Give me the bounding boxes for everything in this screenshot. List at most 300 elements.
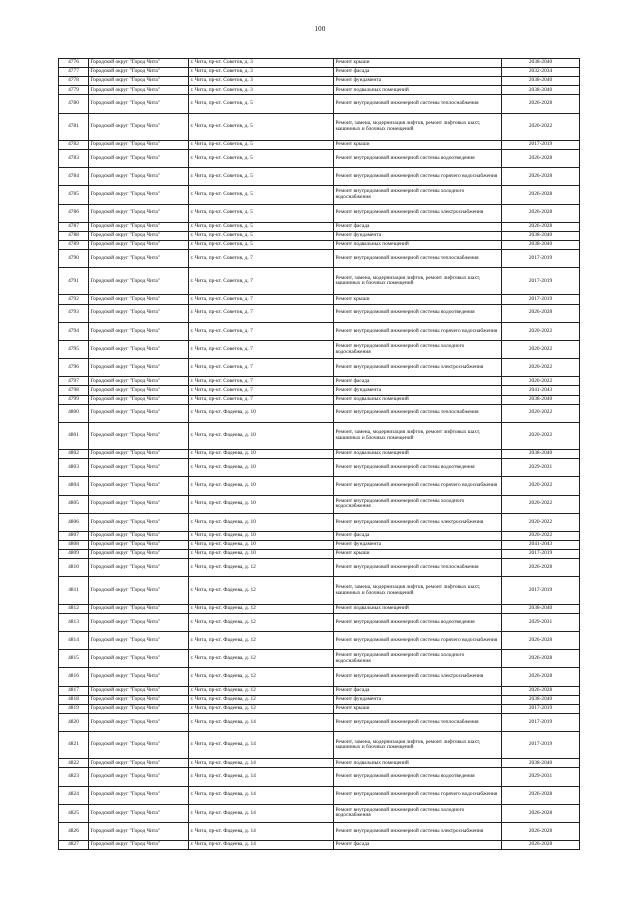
repair-schedule-table (58, 58, 580, 850)
municipality-cell: Городской округ "Город Чита" (89, 577, 189, 604)
table-row (59, 95, 580, 113)
period-cell: 2026-2028 (502, 822, 580, 840)
table-row (59, 841, 580, 850)
work-type-cell: Ремонт крыши (334, 704, 502, 713)
period-cell: 2020-2022 (502, 322, 580, 340)
address-cell: г. Чита, пр-кт. Фадеева, д. 10 (189, 513, 334, 531)
period-cell: 2038-2040 (502, 695, 580, 704)
period-cell: 2020-2022 (502, 477, 580, 495)
table-row (59, 450, 580, 459)
row-number: 4814 (59, 631, 89, 649)
period-cell: 2038-2040 (502, 231, 580, 240)
work-type-cell: Ремонт подвальных помещений (334, 395, 502, 404)
address-cell: г. Чита, пр-кт. Фадеева, д. 14 (189, 759, 334, 768)
row-number: 4809 (59, 550, 89, 559)
work-type-cell: Ремонт фундамента (334, 77, 502, 86)
row-number: 4797 (59, 377, 89, 386)
row-number: 4816 (59, 668, 89, 686)
table-row (59, 168, 580, 186)
address-cell: г. Чита, пр-кт. Советов, д. 3 (189, 59, 334, 68)
row-number: 4824 (59, 786, 89, 804)
address-cell: г. Чита, пр-кт. Фадеева, д. 12 (189, 577, 334, 604)
row-number: 4803 (59, 459, 89, 477)
table-row (59, 759, 580, 768)
address-cell: г. Чита, пр-кт. Фадеева, д. 10 (189, 477, 334, 495)
municipality-cell: Городской округ "Город Чита" (89, 786, 189, 804)
row-number: 4782 (59, 140, 89, 149)
period-cell: 2020-2022 (502, 531, 580, 540)
municipality-cell: Городской округ "Город Чита" (89, 340, 189, 358)
municipality-cell: Городской округ "Город Чита" (89, 231, 189, 240)
municipality-cell: Городской округ "Город Чита" (89, 704, 189, 713)
work-type-cell: Ремонт фасада (334, 68, 502, 77)
address-cell: г. Чита, пр-кт. Фадеева, д. 12 (189, 668, 334, 686)
municipality-cell: Городской округ "Город Чита" (89, 395, 189, 404)
table-row (59, 631, 580, 649)
address-cell: г. Чита, пр-кт. Советов, д. 7 (189, 340, 334, 358)
work-type-cell: Ремонт внутридомовой инженерной системы холодного водоснабжения (334, 804, 502, 822)
row-number: 4802 (59, 450, 89, 459)
work-type-cell: Ремонт внутридомовой инженерной системы горячего водоснабжения (334, 631, 502, 649)
table-row (59, 604, 580, 613)
municipality-cell: Городской округ "Город Чита" (89, 168, 189, 186)
row-number: 4799 (59, 395, 89, 404)
address-cell: г. Чита, пр-кт. Фадеева, д. 14 (189, 768, 334, 786)
row-number: 4817 (59, 686, 89, 695)
period-cell: 2029-2031 (502, 459, 580, 477)
address-cell: г. Чита, пр-кт. Фадеева, д. 14 (189, 713, 334, 731)
municipality-cell: Городской округ "Город Чита" (89, 450, 189, 459)
table-row (59, 404, 580, 422)
row-number: 4807 (59, 531, 89, 540)
work-type-cell: Ремонт фундамента (334, 231, 502, 240)
row-number: 4813 (59, 613, 89, 631)
period-cell: 2026-2028 (502, 168, 580, 186)
municipality-cell: Городской округ "Город Чита" (89, 59, 189, 68)
period-cell: 2029-2031 (502, 768, 580, 786)
row-number: 4796 (59, 359, 89, 377)
table-row (59, 459, 580, 477)
address-cell: г. Чита, пр-кт. Фадеева, д. 14 (189, 732, 334, 759)
municipality-cell: Городской округ "Город Чита" (89, 604, 189, 613)
address-cell: г. Чита, пр-кт. Фадеева, д. 10 (189, 404, 334, 422)
table-row (59, 68, 580, 77)
period-cell: 2017-2019 (502, 140, 580, 149)
row-number: 4805 (59, 495, 89, 513)
municipality-cell: Городской округ "Город Чита" (89, 204, 189, 222)
address-cell: г. Чита, пр-кт. Советов, д. 5 (189, 113, 334, 140)
work-type-cell: Ремонт, замена, модернизация лифтов, ремонт лифтовых шахт, машинных и блочных помещений (334, 422, 502, 449)
table-row (59, 822, 580, 840)
municipality-cell: Городской округ "Город Чита" (89, 732, 189, 759)
period-cell: 2038-2040 (502, 604, 580, 613)
address-cell: г. Чита, пр-кт. Фадеева, д. 12 (189, 613, 334, 631)
row-number: 4776 (59, 59, 89, 68)
work-type-cell: Ремонт внутридомовой инженерной системы горячего водоснабжения (334, 168, 502, 186)
work-type-cell: Ремонт подвальных помещений (334, 759, 502, 768)
period-cell: 2038-2040 (502, 759, 580, 768)
period-cell: 2026-2028 (502, 631, 580, 649)
table-row (59, 531, 580, 540)
work-type-cell: Ремонт внутридомовой инженерной системы электроснабжения (334, 204, 502, 222)
period-cell: 2041-2043 (502, 541, 580, 550)
address-cell: г. Чита, пр-кт. Советов, д. 7 (189, 295, 334, 304)
municipality-cell: Городской округ "Город Чита" (89, 841, 189, 850)
row-number: 4779 (59, 86, 89, 95)
work-type-cell: Ремонт, замена, модернизация лифтов, ремонт лифтовых шахт, машинных и блочных помещений (334, 577, 502, 604)
work-type-cell: Ремонт внутридомовой инженерной системы горячего водоснабжения (334, 786, 502, 804)
row-number: 4787 (59, 222, 89, 231)
period-cell: 2020-2022 (502, 340, 580, 358)
address-cell: г. Чита, пр-кт. Фадеева, д. 10 (189, 422, 334, 449)
work-type-cell: Ремонт крыши (334, 140, 502, 149)
municipality-cell: Городской округ "Город Чита" (89, 240, 189, 249)
address-cell: г. Чита, пр-кт. Фадеева, д. 10 (189, 450, 334, 459)
page-number: 100 (314, 25, 326, 33)
address-cell: г. Чита, пр-кт. Фадеева, д. 10 (189, 531, 334, 540)
work-type-cell: Ремонт внутридомовой инженерной системы теплоснабжения (334, 404, 502, 422)
address-cell: г. Чита, пр-кт. Советов, д. 7 (189, 304, 334, 322)
table-row (59, 577, 580, 604)
period-cell: 2020-2022 (502, 404, 580, 422)
table-row (59, 786, 580, 804)
table-row (59, 422, 580, 449)
work-type-cell: Ремонт внутридомовой инженерной системы водоотведения (334, 459, 502, 477)
work-type-cell: Ремонт подвальных помещений (334, 450, 502, 459)
municipality-cell: Городской округ "Город Чита" (89, 222, 189, 231)
row-number: 4820 (59, 713, 89, 731)
municipality-cell: Городской округ "Город Чита" (89, 531, 189, 540)
municipality-cell: Городской округ "Город Чита" (89, 77, 189, 86)
address-cell: г. Чита, пр-кт. Фадеева, д. 12 (189, 704, 334, 713)
work-type-cell: Ремонт внутридомовой инженерной системы электроснабжения (334, 668, 502, 686)
row-number: 4795 (59, 340, 89, 358)
table-row (59, 732, 580, 759)
table-row (59, 249, 580, 267)
row-number: 4822 (59, 759, 89, 768)
address-cell: г. Чита, пр-кт. Советов, д. 7 (189, 386, 334, 395)
period-cell: 2038-2040 (502, 450, 580, 459)
table-row (59, 668, 580, 686)
work-type-cell: Ремонт фундамента (334, 541, 502, 550)
municipality-cell: Городской округ "Город Чита" (89, 295, 189, 304)
work-type-cell: Ремонт подвальных помещений (334, 604, 502, 613)
address-cell: г. Чита, пр-кт. Советов, д. 5 (189, 186, 334, 204)
work-type-cell: Ремонт внутридомовой инженерной системы водоотведения (334, 304, 502, 322)
table-row (59, 186, 580, 204)
table-row (59, 559, 580, 577)
work-type-cell: Ремонт внутридомовой инженерной системы теплоснабжения (334, 559, 502, 577)
table-row (59, 704, 580, 713)
row-number: 4818 (59, 695, 89, 704)
table-row (59, 295, 580, 304)
municipality-cell: Городской округ "Город Чита" (89, 613, 189, 631)
row-number: 4825 (59, 804, 89, 822)
table-row (59, 268, 580, 295)
address-cell: г. Чита, пр-кт. Фадеева, д. 14 (189, 804, 334, 822)
table-row (59, 650, 580, 668)
row-number: 4794 (59, 322, 89, 340)
table-row (59, 513, 580, 531)
work-type-cell: Ремонт внутридомовой инженерной системы теплоснабжения (334, 249, 502, 267)
work-type-cell: Ремонт подвальных помещений (334, 86, 502, 95)
work-type-cell: Ремонт внутридомовой инженерной системы электроснабжения (334, 513, 502, 531)
address-cell: г. Чита, пр-кт. Советов, д. 5 (189, 168, 334, 186)
work-type-cell: Ремонт подвальных помещений (334, 240, 502, 249)
row-number: 4780 (59, 95, 89, 113)
work-type-cell: Ремонт, замена, модернизация лифтов, ремонт лифтовых шахт, машинных и блочных помещений (334, 268, 502, 295)
municipality-cell: Городской округ "Город Чита" (89, 149, 189, 167)
period-cell: 2038-2040 (502, 59, 580, 68)
period-cell: 2017-2019 (502, 732, 580, 759)
table-row (59, 240, 580, 249)
table-row (59, 386, 580, 395)
municipality-cell: Городской округ "Город Чита" (89, 68, 189, 77)
municipality-cell: Городской округ "Город Чита" (89, 559, 189, 577)
row-number: 4789 (59, 240, 89, 249)
period-cell: 2041-2043 (502, 386, 580, 395)
table-row (59, 322, 580, 340)
work-type-cell: Ремонт внутридомовой инженерной системы водоотведения (334, 768, 502, 786)
row-number: 4788 (59, 231, 89, 240)
table-row (59, 495, 580, 513)
work-type-cell: Ремонт фасада (334, 222, 502, 231)
municipality-cell: Городской округ "Город Чита" (89, 631, 189, 649)
address-cell: г. Чита, пр-кт. Советов, д. 7 (189, 377, 334, 386)
address-cell: г. Чита, пр-кт. Советов, д. 7 (189, 322, 334, 340)
municipality-cell: Городской округ "Город Чита" (89, 186, 189, 204)
address-cell: г. Чита, пр-кт. Советов, д. 7 (189, 268, 334, 295)
row-number: 4791 (59, 268, 89, 295)
work-type-cell: Ремонт фасада (334, 686, 502, 695)
municipality-cell: Городской округ "Город Чита" (89, 113, 189, 140)
period-cell: 2026-2028 (502, 686, 580, 695)
period-cell: 2032-2034 (502, 68, 580, 77)
work-type-cell: Ремонт фасада (334, 377, 502, 386)
table-row (59, 149, 580, 167)
address-cell: г. Чита, пр-кт. Фадеева, д. 14 (189, 841, 334, 850)
table-row (59, 804, 580, 822)
work-type-cell: Ремонт фундамента (334, 386, 502, 395)
period-cell: 2026-2028 (502, 204, 580, 222)
municipality-cell: Городской округ "Город Чита" (89, 86, 189, 95)
work-type-cell: Ремонт внутридомовой инженерной системы электроснабжения (334, 822, 502, 840)
address-cell: г. Чита, пр-кт. Фадеева, д. 12 (189, 686, 334, 695)
table-row (59, 77, 580, 86)
address-cell: г. Чита, пр-кт. Фадеева, д. 12 (189, 695, 334, 704)
period-cell: 2029-2031 (502, 613, 580, 631)
period-cell: 2017-2019 (502, 550, 580, 559)
municipality-cell: Городской округ "Город Чита" (89, 386, 189, 395)
address-cell: г. Чита, пр-кт. Фадеева, д. 12 (189, 604, 334, 613)
table-row (59, 686, 580, 695)
row-number: 4786 (59, 204, 89, 222)
municipality-cell: Городской округ "Город Чита" (89, 513, 189, 531)
work-type-cell: Ремонт внутридомовой инженерной системы горячего водоснабжения (334, 322, 502, 340)
municipality-cell: Городской округ "Город Чита" (89, 304, 189, 322)
municipality-cell: Городской округ "Город Чита" (89, 495, 189, 513)
row-number: 4800 (59, 404, 89, 422)
row-number: 4801 (59, 422, 89, 449)
work-type-cell: Ремонт крыши (334, 295, 502, 304)
address-cell: г. Чита, пр-кт. Советов, д. 3 (189, 77, 334, 86)
address-cell: г. Чита, пр-кт. Советов, д. 5 (189, 204, 334, 222)
row-number: 4784 (59, 168, 89, 186)
row-number: 4826 (59, 822, 89, 840)
address-cell: г. Чита, пр-кт. Советов, д. 7 (189, 395, 334, 404)
municipality-cell: Городской округ "Город Чита" (89, 713, 189, 731)
work-type-cell: Ремонт, замена, модернизация лифтов, ремонт лифтовых шахт, машинных и блочных помещений (334, 732, 502, 759)
municipality-cell: Городской округ "Город Чита" (89, 759, 189, 768)
work-type-cell: Ремонт внутридомовой инженерной системы горячего водоснабжения (334, 477, 502, 495)
period-cell: 2026-2028 (502, 841, 580, 850)
address-cell: г. Чита, пр-кт. Фадеева, д. 10 (189, 550, 334, 559)
table-row (59, 222, 580, 231)
period-cell: 2020-2022 (502, 422, 580, 449)
table-row (59, 340, 580, 358)
work-type-cell: Ремонт внутридомовой инженерной системы водоотведения (334, 613, 502, 631)
municipality-cell: Городской округ "Город Чита" (89, 422, 189, 449)
table-row (59, 695, 580, 704)
municipality-cell: Городской округ "Город Чита" (89, 822, 189, 840)
row-number: 4804 (59, 477, 89, 495)
period-cell: 2038-2040 (502, 77, 580, 86)
work-type-cell: Ремонт внутридомовой инженерной системы теплоснабжения (334, 95, 502, 113)
municipality-cell: Городской округ "Город Чита" (89, 804, 189, 822)
period-cell: 2026-2028 (502, 149, 580, 167)
table-row (59, 713, 580, 731)
period-cell: 2026-2028 (502, 304, 580, 322)
period-cell: 2026-2028 (502, 222, 580, 231)
table-row (59, 359, 580, 377)
row-number: 4798 (59, 386, 89, 395)
period-cell: 2026-2028 (502, 804, 580, 822)
municipality-cell: Городской округ "Город Чита" (89, 541, 189, 550)
address-cell: г. Чита, пр-кт. Советов, д. 5 (189, 95, 334, 113)
municipality-cell: Городской округ "Город Чита" (89, 550, 189, 559)
table-row (59, 204, 580, 222)
period-cell: 2026-2028 (502, 786, 580, 804)
period-cell: 2026-2028 (502, 668, 580, 686)
municipality-cell: Городской округ "Город Чита" (89, 95, 189, 113)
table-row (59, 86, 580, 95)
address-cell: г. Чита, пр-кт. Советов, д. 5 (189, 140, 334, 149)
municipality-cell: Городской округ "Город Чита" (89, 322, 189, 340)
work-type-cell: Ремонт внутридомовой инженерной системы холодного водоснабжения (334, 186, 502, 204)
address-cell: г. Чита, пр-кт. Советов, д. 5 (189, 240, 334, 249)
row-number: 4783 (59, 149, 89, 167)
municipality-cell: Городской округ "Город Чита" (89, 249, 189, 267)
work-type-cell: Ремонт внутридомовой инженерной системы холодного водоснабжения (334, 340, 502, 358)
period-cell: 2020-2022 (502, 495, 580, 513)
table-row (59, 113, 580, 140)
work-type-cell: Ремонт фундамента (334, 695, 502, 704)
address-cell: г. Чита, пр-кт. Фадеева, д. 10 (189, 541, 334, 550)
address-cell: г. Чита, пр-кт. Фадеева, д. 12 (189, 650, 334, 668)
row-number: 4810 (59, 559, 89, 577)
table-row (59, 59, 580, 68)
row-number: 4811 (59, 577, 89, 604)
work-type-cell: Ремонт, замена, модернизация лифтов, ремонт лифтовых шахт, машинных и блочных помещений (334, 113, 502, 140)
address-cell: г. Чита, пр-кт. Советов, д. 5 (189, 231, 334, 240)
period-cell: 2017-2019 (502, 295, 580, 304)
period-cell: 2020-2022 (502, 359, 580, 377)
municipality-cell: Городской округ "Город Чита" (89, 377, 189, 386)
address-cell: г. Чита, пр-кт. Фадеева, д. 12 (189, 631, 334, 649)
period-cell: 2017-2019 (502, 268, 580, 295)
address-cell: г. Чита, пр-кт. Фадеева, д. 10 (189, 459, 334, 477)
work-type-cell: Ремонт внутридомовой инженерной системы водоотведения (334, 149, 502, 167)
table-row (59, 395, 580, 404)
period-cell: 2026-2028 (502, 559, 580, 577)
address-cell: г. Чита, пр-кт. Советов, д. 5 (189, 149, 334, 167)
municipality-cell: Городской округ "Город Чита" (89, 695, 189, 704)
work-type-cell: Ремонт внутридомовой инженерной системы электроснабжения (334, 359, 502, 377)
work-type-cell: Ремонт внутридомовой инженерной системы теплоснабжения (334, 713, 502, 731)
table-row (59, 613, 580, 631)
row-number: 4827 (59, 841, 89, 850)
period-cell: 2017-2019 (502, 704, 580, 713)
row-number: 4815 (59, 650, 89, 668)
address-cell: г. Чита, пр-кт. Фадеева, д. 10 (189, 495, 334, 513)
municipality-cell: Городской округ "Город Чита" (89, 686, 189, 695)
municipality-cell: Городской округ "Город Чита" (89, 140, 189, 149)
municipality-cell: Городской округ "Город Чита" (89, 650, 189, 668)
municipality-cell: Городской округ "Город Чита" (89, 668, 189, 686)
municipality-cell: Городской округ "Город Чита" (89, 404, 189, 422)
row-number: 4793 (59, 304, 89, 322)
work-type-cell: Ремонт крыши (334, 550, 502, 559)
municipality-cell: Городской округ "Город Чита" (89, 268, 189, 295)
period-cell: 2038-2040 (502, 86, 580, 95)
period-cell: 2017-2019 (502, 577, 580, 604)
table-row (59, 377, 580, 386)
address-cell: г. Чита, пр-кт. Советов, д. 5 (189, 222, 334, 231)
period-cell: 2038-2040 (502, 395, 580, 404)
work-type-cell: Ремонт крыши (334, 59, 502, 68)
table-row (59, 231, 580, 240)
municipality-cell: Городской округ "Город Чита" (89, 459, 189, 477)
address-cell: г. Чита, пр-кт. Фадеева, д. 14 (189, 786, 334, 804)
row-number: 4778 (59, 77, 89, 86)
row-number: 4790 (59, 249, 89, 267)
row-number: 4785 (59, 186, 89, 204)
table-row (59, 541, 580, 550)
row-number: 4823 (59, 768, 89, 786)
row-number: 4792 (59, 295, 89, 304)
period-cell: 2020-2022 (502, 113, 580, 140)
work-type-cell: Ремонт внутридомовой инженерной системы холодного водоснабжения (334, 650, 502, 668)
period-cell: 2020-2022 (502, 377, 580, 386)
table-row (59, 477, 580, 495)
address-cell: г. Чита, пр-кт. Советов, д. 3 (189, 86, 334, 95)
work-type-cell: Ремонт фасада (334, 531, 502, 540)
period-cell: 2026-2028 (502, 650, 580, 668)
address-cell: г. Чита, пр-кт. Советов, д. 7 (189, 359, 334, 377)
row-number: 4777 (59, 68, 89, 77)
address-cell: г. Чита, пр-кт. Фадеева, д. 14 (189, 822, 334, 840)
table-row (59, 550, 580, 559)
table-body (59, 59, 580, 850)
period-cell: 2026-2028 (502, 95, 580, 113)
row-number: 4819 (59, 704, 89, 713)
address-cell: г. Чита, пр-кт. Советов, д. 7 (189, 249, 334, 267)
row-number: 4821 (59, 732, 89, 759)
row-number: 4808 (59, 541, 89, 550)
municipality-cell: Городской округ "Город Чита" (89, 359, 189, 377)
row-number: 4781 (59, 113, 89, 140)
work-type-cell: Ремонт внутридомовой инженерной системы холодного водоснабжения (334, 495, 502, 513)
